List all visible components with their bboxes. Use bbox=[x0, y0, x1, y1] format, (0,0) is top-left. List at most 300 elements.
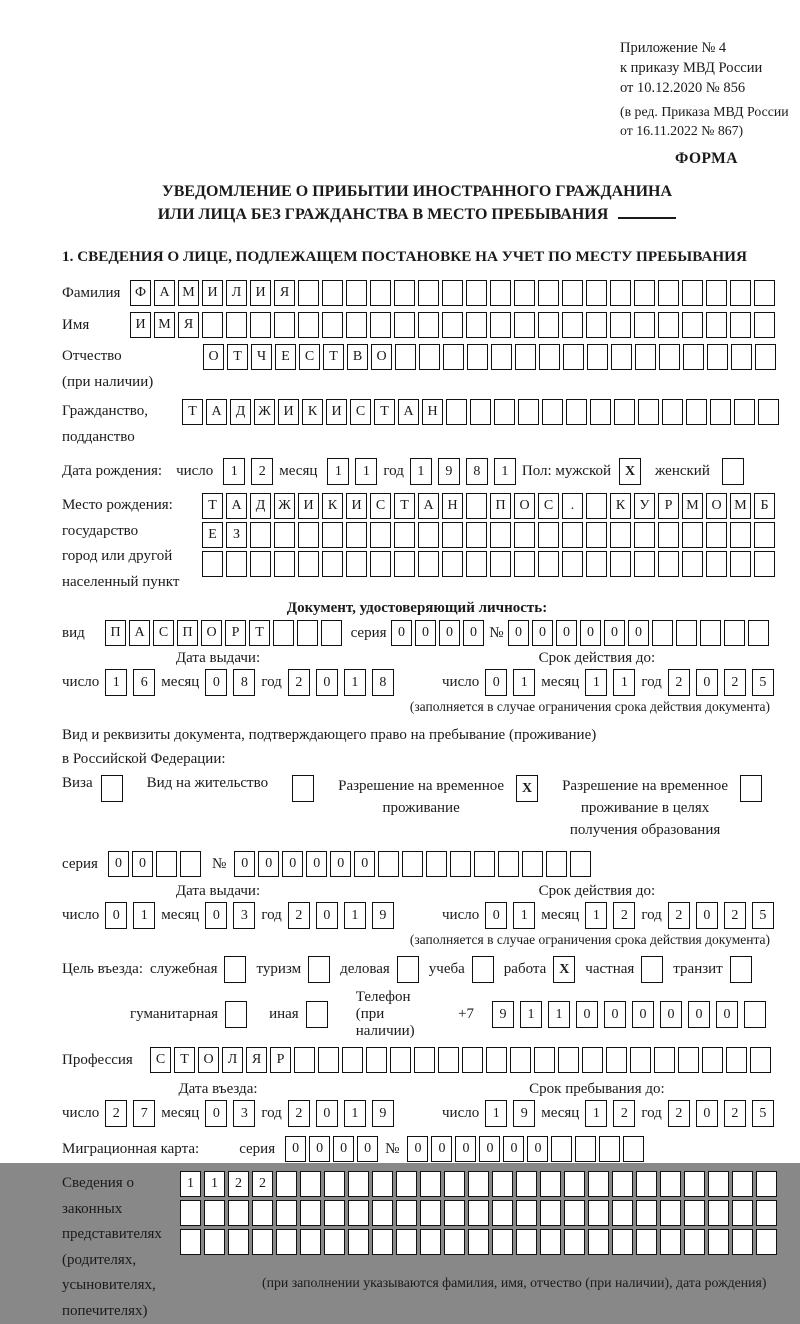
char-cell[interactable]: 2 bbox=[724, 669, 746, 696]
char-cell[interactable] bbox=[442, 312, 463, 338]
char-cell[interactable] bbox=[710, 399, 731, 425]
char-cell[interactable] bbox=[702, 1047, 723, 1073]
char-cell[interactable] bbox=[274, 312, 295, 338]
char-cell[interactable] bbox=[366, 1047, 387, 1073]
char-cell[interactable] bbox=[491, 344, 512, 370]
char-cell[interactable] bbox=[298, 280, 319, 306]
char-cell[interactable] bbox=[297, 620, 318, 646]
char-cell[interactable]: 2 bbox=[613, 1100, 635, 1127]
char-cell[interactable]: 2 bbox=[724, 902, 746, 929]
char-cell[interactable] bbox=[348, 1171, 369, 1197]
char-cell[interactable] bbox=[623, 1136, 644, 1162]
char-cell[interactable] bbox=[756, 1171, 777, 1197]
char-cell[interactable]: 0 bbox=[556, 620, 577, 646]
char-cell[interactable] bbox=[370, 522, 391, 548]
char-cell[interactable]: 0 bbox=[357, 1136, 378, 1162]
char-cell[interactable]: 8 bbox=[466, 458, 488, 485]
temp-permit-checkbox[interactable] bbox=[516, 775, 538, 802]
char-cell[interactable] bbox=[250, 551, 271, 577]
char-cell[interactable]: 0 bbox=[316, 669, 338, 696]
char-cell[interactable] bbox=[274, 551, 295, 577]
char-cell[interactable]: 0 bbox=[455, 1136, 476, 1162]
char-cell[interactable] bbox=[684, 1171, 705, 1197]
char-cell[interactable] bbox=[706, 522, 727, 548]
char-cell[interactable] bbox=[292, 775, 314, 802]
char-cell[interactable] bbox=[730, 551, 751, 577]
char-cell[interactable] bbox=[298, 312, 319, 338]
char-cell[interactable] bbox=[660, 1229, 681, 1255]
char-cell[interactable] bbox=[300, 1229, 321, 1255]
char-cell[interactable]: С bbox=[538, 493, 559, 519]
char-cell[interactable]: 1 bbox=[410, 458, 432, 485]
char-cell[interactable] bbox=[276, 1171, 297, 1197]
char-cell[interactable] bbox=[442, 522, 463, 548]
char-cell[interactable]: 0 bbox=[485, 669, 507, 696]
char-cell[interactable] bbox=[564, 1200, 585, 1226]
char-cell[interactable] bbox=[587, 344, 608, 370]
char-cell[interactable]: Т bbox=[374, 399, 395, 425]
char-cell[interactable]: Т bbox=[227, 344, 248, 370]
char-cell[interactable]: 0 bbox=[479, 1136, 500, 1162]
char-cell[interactable]: 0 bbox=[580, 620, 601, 646]
char-cell[interactable]: 7 bbox=[133, 1100, 155, 1127]
char-cell[interactable] bbox=[204, 1200, 225, 1226]
char-cell[interactable]: 2 bbox=[613, 902, 635, 929]
char-cell[interactable] bbox=[538, 280, 559, 306]
char-cell[interactable] bbox=[641, 956, 663, 983]
char-cell[interactable] bbox=[418, 551, 439, 577]
char-cell[interactable] bbox=[635, 344, 656, 370]
char-cell[interactable] bbox=[390, 1047, 411, 1073]
char-cell[interactable] bbox=[252, 1200, 273, 1226]
char-cell[interactable] bbox=[634, 280, 655, 306]
char-cell[interactable]: Я bbox=[246, 1047, 267, 1073]
char-cell[interactable] bbox=[514, 312, 535, 338]
char-cell[interactable]: 2 bbox=[105, 1100, 127, 1127]
char-cell[interactable] bbox=[586, 493, 607, 519]
char-cell[interactable] bbox=[348, 1229, 369, 1255]
char-cell[interactable]: К bbox=[610, 493, 631, 519]
char-cell[interactable] bbox=[515, 344, 536, 370]
char-cell[interactable] bbox=[539, 344, 560, 370]
char-cell[interactable]: С bbox=[153, 620, 174, 646]
char-cell[interactable]: А bbox=[418, 493, 439, 519]
char-cell[interactable] bbox=[756, 1229, 777, 1255]
char-cell[interactable]: П bbox=[177, 620, 198, 646]
char-cell[interactable] bbox=[443, 344, 464, 370]
char-cell[interactable] bbox=[614, 399, 635, 425]
char-cell[interactable] bbox=[318, 1047, 339, 1073]
char-cell[interactable] bbox=[658, 522, 679, 548]
char-cell[interactable] bbox=[562, 312, 583, 338]
char-cell[interactable] bbox=[636, 1200, 657, 1226]
char-cell[interactable] bbox=[466, 493, 487, 519]
char-cell[interactable] bbox=[370, 312, 391, 338]
purpose-humanitarian-checkbox[interactable] bbox=[225, 1001, 247, 1028]
char-cell[interactable] bbox=[444, 1229, 465, 1255]
char-cell[interactable] bbox=[538, 312, 559, 338]
char-cell[interactable] bbox=[610, 280, 631, 306]
char-cell[interactable]: Н bbox=[442, 493, 463, 519]
char-cell[interactable] bbox=[516, 1200, 537, 1226]
char-cell[interactable] bbox=[468, 1200, 489, 1226]
char-cell[interactable]: 0 bbox=[258, 851, 279, 877]
char-cell[interactable] bbox=[634, 551, 655, 577]
char-cell[interactable] bbox=[586, 551, 607, 577]
char-cell[interactable] bbox=[636, 1229, 657, 1255]
char-cell[interactable]: О bbox=[706, 493, 727, 519]
char-cell[interactable]: 0 bbox=[604, 1001, 626, 1028]
char-cell[interactable] bbox=[678, 1047, 699, 1073]
char-cell[interactable] bbox=[370, 280, 391, 306]
char-cell[interactable] bbox=[492, 1229, 513, 1255]
char-cell[interactable]: О bbox=[203, 344, 224, 370]
char-cell[interactable] bbox=[756, 1200, 777, 1226]
char-cell[interactable]: Т bbox=[323, 344, 344, 370]
char-cell[interactable]: 2 bbox=[288, 669, 310, 696]
char-cell[interactable]: 0 bbox=[205, 669, 227, 696]
char-cell[interactable]: 2 bbox=[251, 458, 273, 485]
char-cell[interactable]: И bbox=[130, 312, 151, 338]
char-cell[interactable]: 0 bbox=[415, 620, 436, 646]
char-cell[interactable] bbox=[558, 1047, 579, 1073]
char-cell[interactable]: Н bbox=[422, 399, 443, 425]
char-cell[interactable] bbox=[551, 1136, 572, 1162]
char-cell[interactable] bbox=[610, 551, 631, 577]
char-cell[interactable]: 6 bbox=[133, 669, 155, 696]
char-cell[interactable]: 0 bbox=[696, 902, 718, 929]
char-cell[interactable]: 1 bbox=[344, 902, 366, 929]
char-cell[interactable]: 0 bbox=[306, 851, 327, 877]
char-cell[interactable] bbox=[308, 956, 330, 983]
char-cell[interactable] bbox=[610, 522, 631, 548]
char-cell[interactable]: 1 bbox=[204, 1171, 225, 1197]
char-cell[interactable]: З bbox=[226, 522, 247, 548]
char-cell[interactable]: 0 bbox=[285, 1136, 306, 1162]
char-cell[interactable] bbox=[490, 280, 511, 306]
char-cell[interactable] bbox=[298, 522, 319, 548]
char-cell[interactable] bbox=[226, 312, 247, 338]
char-cell[interactable] bbox=[684, 1229, 705, 1255]
char-cell[interactable] bbox=[708, 1229, 729, 1255]
char-cell[interactable] bbox=[300, 1200, 321, 1226]
char-cell[interactable] bbox=[180, 851, 201, 877]
char-cell[interactable]: К bbox=[302, 399, 323, 425]
char-cell[interactable]: 5 bbox=[752, 902, 774, 929]
char-cell[interactable] bbox=[612, 1200, 633, 1226]
char-cell[interactable] bbox=[662, 399, 683, 425]
char-cell[interactable] bbox=[180, 1229, 201, 1255]
char-cell[interactable] bbox=[346, 312, 367, 338]
char-cell[interactable]: А bbox=[226, 493, 247, 519]
char-cell[interactable]: Я bbox=[274, 280, 295, 306]
char-cell[interactable] bbox=[588, 1229, 609, 1255]
char-cell[interactable] bbox=[708, 1171, 729, 1197]
char-cell[interactable] bbox=[732, 1229, 753, 1255]
char-cell[interactable]: О bbox=[201, 620, 222, 646]
char-cell[interactable]: 0 bbox=[604, 620, 625, 646]
char-cell[interactable] bbox=[444, 1200, 465, 1226]
char-cell[interactable]: X bbox=[516, 775, 538, 802]
char-cell[interactable] bbox=[730, 280, 751, 306]
char-cell[interactable]: 8 bbox=[372, 669, 394, 696]
char-cell[interactable] bbox=[276, 1200, 297, 1226]
char-cell[interactable]: 0 bbox=[431, 1136, 452, 1162]
char-cell[interactable] bbox=[442, 551, 463, 577]
char-cell[interactable] bbox=[372, 1200, 393, 1226]
char-cell[interactable] bbox=[394, 312, 415, 338]
char-cell[interactable] bbox=[394, 551, 415, 577]
char-cell[interactable]: 0 bbox=[660, 1001, 682, 1028]
char-cell[interactable]: Е bbox=[275, 344, 296, 370]
char-cell[interactable] bbox=[273, 620, 294, 646]
char-cell[interactable] bbox=[346, 551, 367, 577]
char-cell[interactable]: 0 bbox=[632, 1001, 654, 1028]
char-cell[interactable] bbox=[740, 775, 762, 802]
char-cell[interactable]: П bbox=[105, 620, 126, 646]
char-cell[interactable] bbox=[446, 399, 467, 425]
purpose-official-checkbox[interactable] bbox=[224, 956, 246, 983]
char-cell[interactable]: 0 bbox=[108, 851, 129, 877]
char-cell[interactable] bbox=[540, 1200, 561, 1226]
char-cell[interactable]: С bbox=[150, 1047, 171, 1073]
char-cell[interactable]: М bbox=[682, 493, 703, 519]
char-cell[interactable] bbox=[372, 1229, 393, 1255]
char-cell[interactable] bbox=[634, 522, 655, 548]
char-cell[interactable] bbox=[730, 312, 751, 338]
char-cell[interactable] bbox=[396, 1171, 417, 1197]
char-cell[interactable]: О bbox=[371, 344, 392, 370]
char-cell[interactable]: 2 bbox=[228, 1171, 249, 1197]
char-cell[interactable] bbox=[754, 280, 775, 306]
char-cell[interactable]: 1 bbox=[513, 902, 535, 929]
char-cell[interactable]: 0 bbox=[508, 620, 529, 646]
char-cell[interactable]: Ж bbox=[254, 399, 275, 425]
char-cell[interactable] bbox=[582, 1047, 603, 1073]
char-cell[interactable] bbox=[250, 522, 271, 548]
char-cell[interactable]: 9 bbox=[372, 1100, 394, 1127]
char-cell[interactable]: 9 bbox=[438, 458, 460, 485]
char-cell[interactable] bbox=[298, 551, 319, 577]
char-cell[interactable] bbox=[658, 312, 679, 338]
char-cell[interactable] bbox=[588, 1200, 609, 1226]
char-cell[interactable] bbox=[228, 1229, 249, 1255]
char-cell[interactable]: Б bbox=[754, 493, 775, 519]
char-cell[interactable] bbox=[306, 1001, 328, 1028]
char-cell[interactable] bbox=[294, 1047, 315, 1073]
char-cell[interactable] bbox=[542, 399, 563, 425]
char-cell[interactable] bbox=[754, 312, 775, 338]
char-cell[interactable]: П bbox=[490, 493, 511, 519]
purpose-business-checkbox[interactable] bbox=[397, 956, 419, 983]
char-cell[interactable]: Т bbox=[249, 620, 270, 646]
char-cell[interactable]: О bbox=[198, 1047, 219, 1073]
char-cell[interactable] bbox=[204, 1229, 225, 1255]
char-cell[interactable] bbox=[611, 344, 632, 370]
char-cell[interactable] bbox=[726, 1047, 747, 1073]
char-cell[interactable] bbox=[676, 620, 697, 646]
char-cell[interactable] bbox=[300, 1171, 321, 1197]
char-cell[interactable]: И bbox=[326, 399, 347, 425]
char-cell[interactable] bbox=[370, 551, 391, 577]
char-cell[interactable] bbox=[612, 1229, 633, 1255]
char-cell[interactable]: 0 bbox=[316, 902, 338, 929]
char-cell[interactable] bbox=[610, 312, 631, 338]
char-cell[interactable]: И bbox=[250, 280, 271, 306]
char-cell[interactable] bbox=[748, 620, 769, 646]
char-cell[interactable] bbox=[348, 1200, 369, 1226]
char-cell[interactable] bbox=[706, 551, 727, 577]
char-cell[interactable]: Ж bbox=[274, 493, 295, 519]
char-cell[interactable] bbox=[630, 1047, 651, 1073]
char-cell[interactable] bbox=[474, 851, 495, 877]
char-cell[interactable] bbox=[510, 1047, 531, 1073]
char-cell[interactable] bbox=[466, 312, 487, 338]
char-cell[interactable] bbox=[659, 344, 680, 370]
char-cell[interactable] bbox=[562, 522, 583, 548]
char-cell[interactable]: 0 bbox=[132, 851, 153, 877]
char-cell[interactable] bbox=[708, 1200, 729, 1226]
char-cell[interactable]: А bbox=[129, 620, 150, 646]
char-cell[interactable]: С bbox=[350, 399, 371, 425]
char-cell[interactable] bbox=[414, 1047, 435, 1073]
char-cell[interactable] bbox=[492, 1200, 513, 1226]
char-cell[interactable]: 0 bbox=[105, 902, 127, 929]
purpose-tourism-checkbox[interactable] bbox=[308, 956, 330, 983]
char-cell[interactable]: 1 bbox=[180, 1171, 201, 1197]
char-cell[interactable] bbox=[438, 1047, 459, 1073]
char-cell[interactable] bbox=[562, 280, 583, 306]
char-cell[interactable]: 1 bbox=[494, 458, 516, 485]
char-cell[interactable] bbox=[252, 1229, 273, 1255]
sex-male-checkbox[interactable] bbox=[619, 458, 641, 485]
char-cell[interactable]: 5 bbox=[752, 669, 774, 696]
char-cell[interactable]: 0 bbox=[503, 1136, 524, 1162]
char-cell[interactable]: Т bbox=[182, 399, 203, 425]
char-cell[interactable] bbox=[730, 522, 751, 548]
char-cell[interactable]: У bbox=[634, 493, 655, 519]
char-cell[interactable] bbox=[707, 344, 728, 370]
char-cell[interactable]: 0 bbox=[354, 851, 375, 877]
char-cell[interactable]: 1 bbox=[355, 458, 377, 485]
char-cell[interactable] bbox=[750, 1047, 771, 1073]
char-cell[interactable]: 0 bbox=[716, 1001, 738, 1028]
char-cell[interactable]: Р bbox=[658, 493, 679, 519]
char-cell[interactable]: 1 bbox=[585, 669, 607, 696]
char-cell[interactable] bbox=[586, 280, 607, 306]
char-cell[interactable] bbox=[575, 1136, 596, 1162]
char-cell[interactable] bbox=[394, 280, 415, 306]
char-cell[interactable] bbox=[378, 851, 399, 877]
char-cell[interactable] bbox=[754, 551, 775, 577]
char-cell[interactable]: 1 bbox=[105, 669, 127, 696]
char-cell[interactable] bbox=[660, 1171, 681, 1197]
char-cell[interactable] bbox=[755, 344, 776, 370]
char-cell[interactable] bbox=[395, 344, 416, 370]
char-cell[interactable] bbox=[534, 1047, 555, 1073]
char-cell[interactable] bbox=[538, 551, 559, 577]
char-cell[interactable]: Д bbox=[250, 493, 271, 519]
char-cell[interactable]: Ч bbox=[251, 344, 272, 370]
char-cell[interactable] bbox=[228, 1200, 249, 1226]
char-cell[interactable] bbox=[322, 280, 343, 306]
char-cell[interactable]: 1 bbox=[327, 458, 349, 485]
purpose-other-checkbox[interactable] bbox=[306, 1001, 328, 1028]
char-cell[interactable] bbox=[652, 620, 673, 646]
char-cell[interactable] bbox=[225, 1001, 247, 1028]
char-cell[interactable] bbox=[202, 312, 223, 338]
char-cell[interactable]: 0 bbox=[316, 1100, 338, 1127]
char-cell[interactable] bbox=[540, 1229, 561, 1255]
char-cell[interactable]: 2 bbox=[252, 1171, 273, 1197]
char-cell[interactable] bbox=[342, 1047, 363, 1073]
char-cell[interactable] bbox=[564, 1229, 585, 1255]
char-cell[interactable] bbox=[564, 1171, 585, 1197]
char-cell[interactable] bbox=[538, 522, 559, 548]
char-cell[interactable]: 2 bbox=[288, 902, 310, 929]
char-cell[interactable]: 0 bbox=[205, 1100, 227, 1127]
char-cell[interactable]: Т bbox=[394, 493, 415, 519]
char-cell[interactable]: 1 bbox=[344, 1100, 366, 1127]
char-cell[interactable]: 2 bbox=[668, 669, 690, 696]
char-cell[interactable]: 0 bbox=[532, 620, 553, 646]
char-cell[interactable] bbox=[683, 344, 704, 370]
char-cell[interactable] bbox=[396, 1200, 417, 1226]
char-cell[interactable]: 0 bbox=[628, 620, 649, 646]
char-cell[interactable] bbox=[588, 1171, 609, 1197]
residence-permit-checkbox[interactable] bbox=[292, 775, 314, 802]
char-cell[interactable]: 0 bbox=[309, 1136, 330, 1162]
char-cell[interactable]: О bbox=[514, 493, 535, 519]
char-cell[interactable] bbox=[682, 551, 703, 577]
char-cell[interactable] bbox=[654, 1047, 675, 1073]
char-cell[interactable] bbox=[490, 522, 511, 548]
char-cell[interactable]: 1 bbox=[585, 1100, 607, 1127]
char-cell[interactable] bbox=[420, 1229, 441, 1255]
sex-female-checkbox[interactable] bbox=[722, 458, 744, 485]
char-cell[interactable] bbox=[346, 280, 367, 306]
char-cell[interactable] bbox=[101, 775, 123, 802]
char-cell[interactable]: А bbox=[206, 399, 227, 425]
char-cell[interactable] bbox=[706, 312, 727, 338]
char-cell[interactable]: М bbox=[178, 280, 199, 306]
char-cell[interactable] bbox=[180, 1200, 201, 1226]
temp-edu-checkbox[interactable] bbox=[740, 775, 762, 802]
char-cell[interactable] bbox=[660, 1200, 681, 1226]
char-cell[interactable]: 2 bbox=[668, 902, 690, 929]
visa-checkbox[interactable] bbox=[101, 775, 123, 802]
char-cell[interactable] bbox=[472, 956, 494, 983]
char-cell[interactable] bbox=[466, 551, 487, 577]
char-cell[interactable] bbox=[682, 280, 703, 306]
char-cell[interactable]: Д bbox=[230, 399, 251, 425]
char-cell[interactable] bbox=[730, 956, 752, 983]
char-cell[interactable]: 1 bbox=[548, 1001, 570, 1028]
char-cell[interactable]: И bbox=[298, 493, 319, 519]
char-cell[interactable] bbox=[566, 399, 587, 425]
purpose-private-checkbox[interactable] bbox=[641, 956, 663, 983]
char-cell[interactable] bbox=[276, 1229, 297, 1255]
char-cell[interactable]: 1 bbox=[513, 669, 535, 696]
char-cell[interactable] bbox=[606, 1047, 627, 1073]
char-cell[interactable] bbox=[590, 399, 611, 425]
char-cell[interactable]: 1 bbox=[223, 458, 245, 485]
purpose-study-checkbox[interactable] bbox=[472, 956, 494, 983]
char-cell[interactable] bbox=[722, 458, 744, 485]
char-cell[interactable] bbox=[634, 312, 655, 338]
purpose-work-checkbox[interactable] bbox=[553, 956, 575, 983]
char-cell[interactable] bbox=[372, 1171, 393, 1197]
